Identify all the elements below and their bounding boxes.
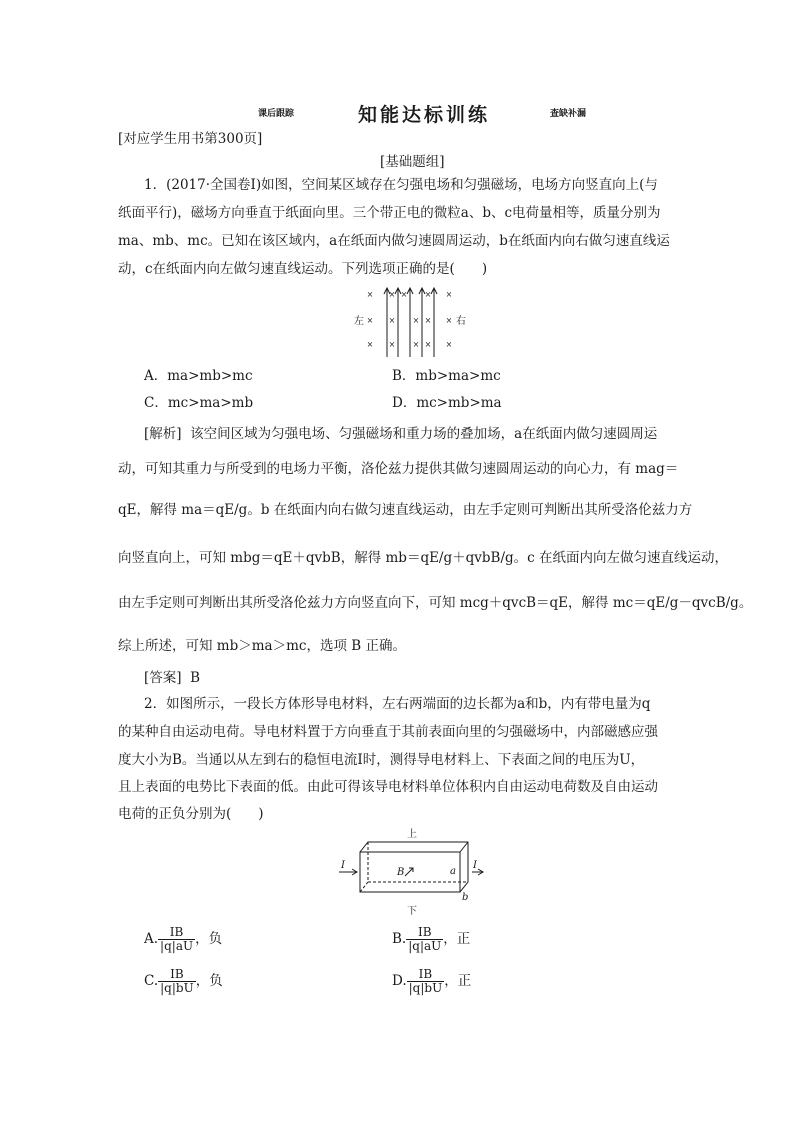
q1-line-3: ma、mb、mc。已知在该区域内，a在纸面内做匀速圆周运动，b在纸面内向右做匀速直线运 (118, 233, 670, 249)
bottom-label: 下 (407, 906, 417, 917)
analysis-text: 该空间区域为匀强电场、匀强磁场和重力场的叠加场，a在纸面内做匀速圆周运 (190, 426, 658, 442)
q2-option-a[interactable] (144, 926, 222, 953)
right-label: 右 (456, 316, 466, 327)
analysis-tag: [解析] (144, 426, 182, 442)
header-right-tag: 查缺补漏 (550, 109, 587, 119)
page-title: 知能达标训练 (358, 104, 491, 126)
option-sign: ，正 (443, 931, 471, 947)
cross-mark: × (412, 340, 420, 349)
q2-conductor-diagram (335, 826, 485, 918)
fraction-numerator: IB (406, 926, 443, 940)
cross-mark: × (424, 290, 432, 299)
cross-mark: × (412, 316, 420, 325)
analysis-line-3: qE，解得 ma＝qE/g。b 在纸面内向右做匀速直线运动，由左手定则可判断出其所受洛伦兹力方 (118, 502, 693, 518)
cross-mark: × (445, 340, 453, 349)
option-sign: ，负 (195, 973, 223, 989)
fraction-denominator: |q|bU (160, 981, 194, 995)
front-face (360, 852, 460, 892)
cross-mark: × (424, 316, 432, 325)
option-fraction (158, 968, 196, 995)
q2-line-5: 电荷的正负分别为( ) (118, 806, 264, 822)
fraction-numerator: IB (158, 926, 195, 940)
q2-option-c[interactable] (144, 968, 223, 995)
q2-option-d[interactable] (392, 968, 471, 995)
option-letter: C. (144, 973, 159, 989)
q1-option-a[interactable]: A．ma>mb>mc (144, 368, 253, 384)
q1-option-d[interactable]: D．mc>mb>ma (392, 395, 502, 411)
top-label: 上 (407, 829, 417, 840)
q2-option-b[interactable] (392, 926, 470, 953)
book-reference: [对应学生用书第300页] (118, 131, 263, 147)
option-sign: ，负 (195, 931, 223, 947)
answer-line (144, 668, 200, 688)
fraction-denominator: |q|aU (408, 939, 442, 953)
current-label-left: I (341, 860, 345, 871)
cross-mark: × (445, 290, 453, 299)
option-fraction (158, 926, 195, 953)
current-label-right: I (473, 860, 477, 871)
cross-mark: × (388, 316, 396, 325)
analysis-line-2: 动，可知其重力与所受到的电场力平衡，洛伦兹力提供其做匀速圆周运动的向心力，有 mag＝ (118, 461, 679, 477)
b-field-label: B (397, 867, 405, 878)
q2-line-1: 2．如图所示，一段长方体形导电材料，左右两端面的边长都为a和b，内有带电量为q (144, 696, 651, 712)
q1-option-c[interactable]: C．mc>ma>mb (144, 395, 254, 411)
cross-mark: × (400, 290, 408, 299)
b-field-arrow (405, 868, 413, 876)
analysis-line-4: 向竖直向上，可知 mbg＝qE＋qvbB，解得 mb＝qE/g＋qvbB/g。c 在纸面内向左做匀速直线运动， (118, 550, 728, 566)
left-label: 左 (354, 316, 364, 327)
answer-tag: [答案] (144, 670, 182, 686)
fraction-numerator: IB (407, 968, 445, 982)
edge-label-b: b (462, 892, 469, 903)
option-letter: A. (144, 931, 159, 947)
q1-line-2: 纸面平行)，磁场方向垂直于纸面向里。三个带正电的微粒a、b、c电荷量相等，质量分别为 (118, 205, 661, 221)
q2-line-4: 且上表面的电势比下表面的低。由此可得该导电材料单位体积内自由运动电荷数及自由运动 (118, 779, 658, 795)
q2-line-3: 度大小为B。当通以从左到右的稳恒电流I时，测得导电材料上、下表面之间的电压为U， (118, 752, 645, 768)
answer-value: B (190, 670, 201, 686)
q1-field-diagram (350, 285, 480, 360)
cross-mark: × (366, 316, 374, 325)
section-heading: [基础题组] (380, 154, 445, 170)
option-sign: ，正 (444, 973, 472, 989)
fraction-denominator: |q|aU (160, 939, 194, 953)
fraction-denominator: |q|bU (408, 981, 443, 995)
edge-label-a: a (450, 866, 456, 877)
analysis-line-5: 由左手定则可判断出其所受洛伦兹力方向竖直向下，可知 mcg＋qvcB＝qE，解得 mc＝qE/g－qvcB/g。 (118, 595, 753, 611)
option-fraction (407, 968, 445, 995)
q1-line-1: 1．(2017·全国卷Ⅰ)如图，空间某区域存在匀强电场和匀强磁场，电场方向竖直向上(与 (144, 177, 658, 193)
cross-mark: × (445, 316, 453, 325)
cross-mark: × (366, 340, 374, 349)
cross-mark: × (366, 290, 374, 299)
option-letter: D. (392, 973, 407, 989)
analysis-line-6: 综上所述，可知 mb＞ma＞mc，选项 B 正确。 (118, 638, 406, 654)
header-left-tag: 课后跟踪 (258, 109, 295, 119)
cross-mark: × (424, 340, 432, 349)
q2-line-2: 的某种自由运动电荷。导电材料置于方向垂直于其前表面向里的匀强磁场中，内部磁感应强 (118, 724, 658, 740)
analysis-line-1 (144, 424, 657, 444)
q1-line-4: 动，c在纸面内向左做匀速直线运动。下列选项正确的是( ) (118, 261, 488, 277)
fraction-numerator: IB (158, 968, 196, 982)
cross-mark: × (388, 340, 396, 349)
q1-option-b[interactable]: B．mb>ma>mc (392, 368, 501, 384)
option-letter: B. (392, 931, 407, 947)
cross-mark: × (388, 290, 396, 299)
option-fraction (406, 926, 443, 953)
